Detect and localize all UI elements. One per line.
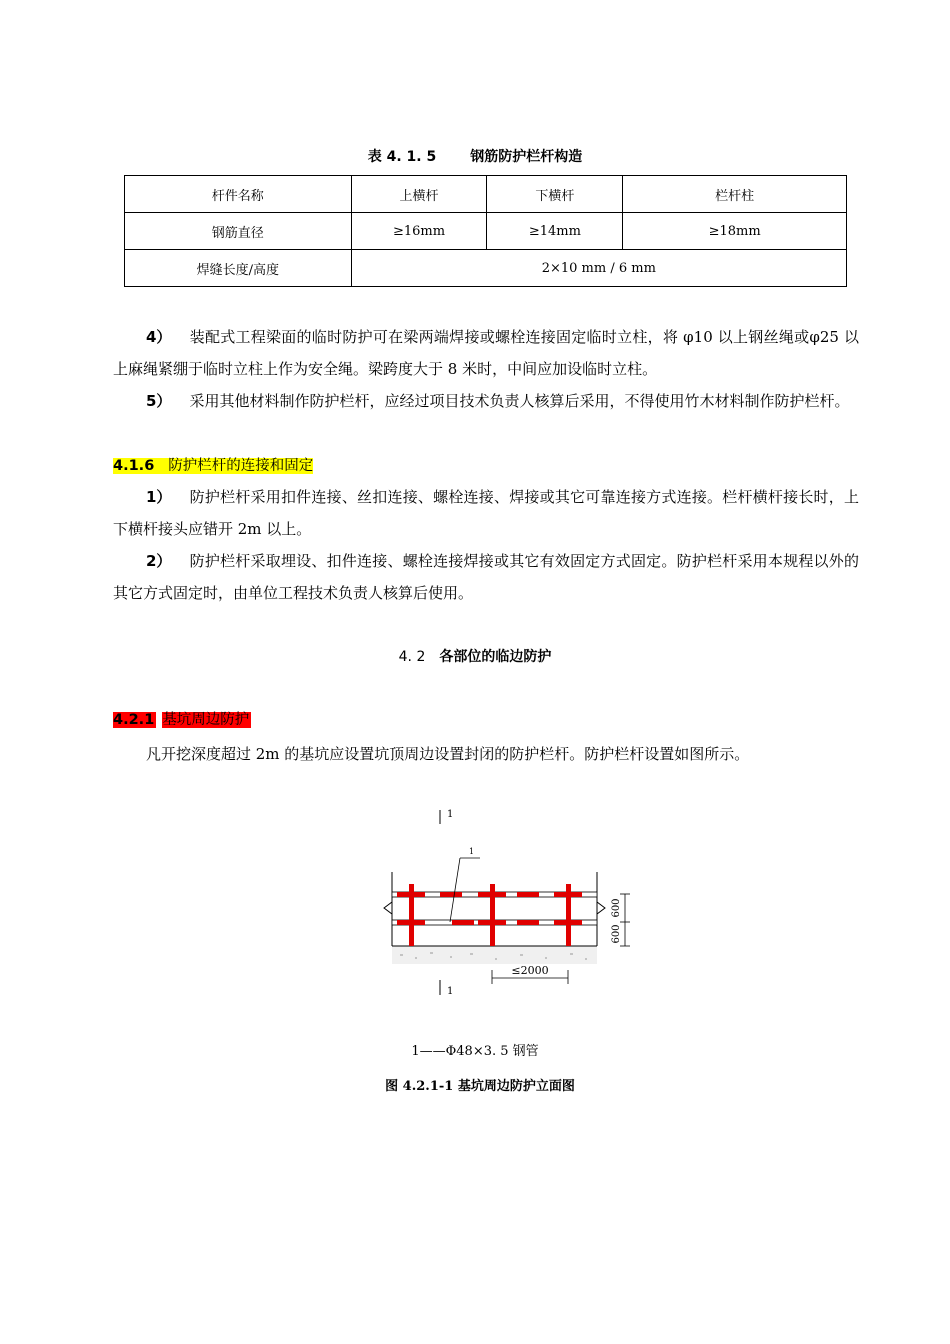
- dimension-label-span: ≤2000: [511, 964, 549, 977]
- paragraph-text: 防护栏杆采用扣件连接、丝扣连接、螺栓连接、焊接或其它可靠连接方式连接。栏杆横杆接长时，上下横杆接头应错开 2m 以上。: [113, 488, 859, 538]
- table-row: [125, 213, 847, 250]
- rebar-guardrail-table: [124, 175, 847, 287]
- paragraph-4-2-1: [113, 738, 859, 770]
- item-marker: 4）: [146, 328, 172, 346]
- table-cell: 钢筋直径: [125, 213, 352, 250]
- paragraph-2: [113, 545, 859, 609]
- left-break-mark: [384, 902, 392, 914]
- table-cell: 杆件名称: [125, 176, 352, 213]
- section-label-top: 1: [447, 809, 454, 820]
- table-cell: ≥18mm: [623, 213, 847, 250]
- table-cell: 2×10 mm / 6 mm: [351, 250, 846, 287]
- table-cell: ≥14mm: [487, 213, 623, 250]
- heading-number: 4.2.1: [113, 712, 155, 728]
- table-cell: 上横杆: [351, 176, 487, 213]
- heading-number: 4.1.6: [113, 458, 155, 474]
- dimension-label-lower: 600: [611, 924, 622, 944]
- table-caption-title: 钢筋防护栏杆构造: [470, 149, 583, 165]
- section-heading-4-2: [0, 646, 950, 666]
- table-caption-number: 表 4. 1. 5: [367, 149, 437, 165]
- dimension-label-upper: 600: [611, 898, 622, 918]
- heading-title: 基坑周边防护: [162, 712, 250, 728]
- paragraph-text: 防护栏杆采取埋设、扣件连接、螺栓连接焊接或其它有效固定方式固定。防护栏杆采用本规程以外的其它方式固定时，由单位工程技术负责人核算后使用。: [113, 552, 859, 602]
- leader-label: 1: [469, 847, 475, 856]
- item-marker: 5）: [146, 392, 172, 410]
- section-number: 4. 2: [398, 649, 426, 665]
- right-break-mark: [597, 902, 605, 914]
- heading-title: 防护栏杆的连接和固定: [168, 458, 314, 474]
- paragraph-text: 采用其他材料制作防护栏杆，应经过项目技术负责人核算后采用，不得使用竹木材料制作防护栏杆。: [189, 392, 850, 410]
- leader-line: [450, 858, 460, 922]
- table-row: [125, 176, 847, 213]
- table-cell: 焊缝长度/高度: [125, 250, 352, 287]
- figure-caption: 图 4.2.1-1 基坑周边防护立面图: [385, 1079, 575, 1094]
- section-title: 各部位的临边防护: [439, 649, 552, 665]
- section-label-bottom: 1: [447, 986, 454, 997]
- paragraph-text: 凡开挖深度超过 2m 的基坑应设置坑顶周边设置封闭的防护栏杆。防护栏杆设置如图所示。: [146, 745, 750, 763]
- table-cell: 下横杆: [487, 176, 623, 213]
- paragraph-text: 装配式工程梁面的临时防护可在梁两端焊接或螺栓连接固定临时立柱，将 φ10 以上钢丝绳或φ25 以上麻绳紧绷于临时立柱上作为安全绳。梁跨度大于 8 米时，中间应加设临时立柱。: [113, 328, 859, 378]
- table-caption: [0, 146, 950, 166]
- heading-4-2-1: [113, 708, 251, 732]
- heading-4-1-6: [113, 453, 313, 479]
- guardrail-elevation-figure: [370, 800, 650, 1005]
- ground-area: [392, 946, 597, 964]
- rail-paint-segments: [397, 892, 582, 925]
- item-marker: 1）: [146, 488, 172, 506]
- paragraph-1: [113, 481, 859, 545]
- table-row: [125, 250, 847, 287]
- table-cell: 栏杆柱: [623, 176, 847, 213]
- paragraph-5: [113, 385, 859, 417]
- paragraph-4: [113, 321, 859, 385]
- figure-note: 1——Φ48×3. 5 钢管: [411, 1044, 539, 1059]
- item-marker: 2）: [146, 552, 172, 570]
- table-cell: ≥16mm: [351, 213, 487, 250]
